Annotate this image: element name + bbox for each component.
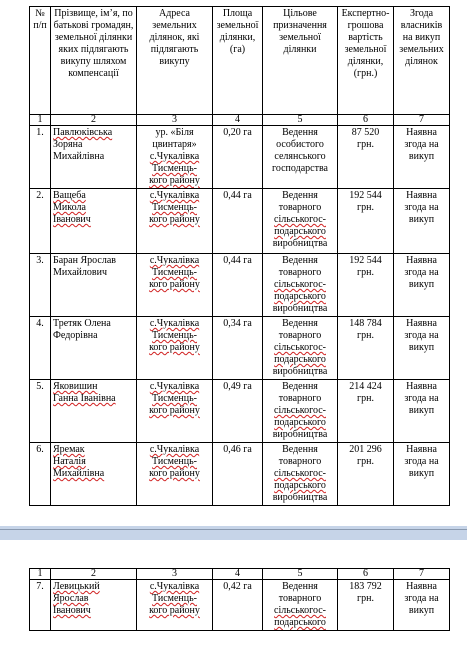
- land-address-line: ур. «Біля: [155, 127, 194, 138]
- column-number: 3: [137, 115, 213, 126]
- owner-consent-line: згода на: [404, 456, 439, 467]
- land-purpose-line: виробництва: [272, 303, 328, 314]
- land-value-line: 201 296: [349, 444, 382, 455]
- owner-consent-line: Наявна: [406, 444, 437, 455]
- header-address: Адреса земельних ділянок, які підлягають викупу: [137, 7, 213, 115]
- land-address-line: кого району: [149, 468, 200, 479]
- header-area: Площа земельної ділянки, (га): [213, 7, 263, 115]
- land-value-line: 192 544: [349, 255, 382, 266]
- land-purpose-line: Ведення: [282, 190, 318, 201]
- land-purpose: [263, 443, 338, 506]
- owner-consent-line: згода на: [404, 393, 439, 404]
- owner-consent: [394, 189, 450, 254]
- owner-name: [51, 126, 137, 189]
- land-area: 0,44 га: [213, 189, 263, 254]
- land-value: [338, 254, 394, 317]
- land-address: [137, 189, 213, 254]
- land-area: 0,42 га: [213, 580, 263, 631]
- column-number: 3: [137, 569, 213, 580]
- owner-consent-line: згода на: [404, 593, 439, 604]
- owner-name-line: Іванович: [53, 214, 91, 225]
- owner-name-line: Федорівна: [53, 330, 98, 341]
- column-number: 2: [51, 569, 137, 580]
- owner-consent: [394, 317, 450, 380]
- land-value-line: 148 784: [349, 318, 382, 329]
- owner-consent-line: згода на: [404, 202, 439, 213]
- land-purpose-line: подарського: [274, 617, 326, 628]
- land-address-line: с.Чукалівка: [149, 381, 200, 392]
- land-address: [137, 443, 213, 506]
- owner-consent: [394, 443, 450, 506]
- land-address-line: Тисменць-: [151, 456, 197, 467]
- row-number: 7.: [30, 580, 51, 631]
- land-value: [338, 443, 394, 506]
- land-address-line: цвинтаря»: [152, 139, 197, 150]
- land-table: [29, 6, 450, 506]
- column-number-row: [30, 569, 450, 580]
- land-value-line: грн.: [357, 593, 374, 604]
- land-purpose: [263, 317, 338, 380]
- land-address: [137, 380, 213, 443]
- column-number: 1: [30, 115, 51, 126]
- table-header-row: [30, 7, 450, 115]
- land-address-line: кого району: [149, 279, 200, 290]
- land-value-line: грн.: [357, 393, 374, 404]
- column-number: 4: [213, 569, 263, 580]
- column-number: 7: [394, 115, 450, 126]
- land-address-line: с.Чукалівка: [149, 255, 200, 266]
- land-purpose-line: сільськогос-: [274, 279, 326, 290]
- row-number: 4.: [30, 317, 51, 380]
- owner-name-line: Михайлович: [53, 267, 107, 278]
- owner-consent-line: викуп: [408, 151, 435, 162]
- owner-name: [51, 189, 137, 254]
- land-area: 0,34 га: [213, 317, 263, 380]
- owner-consent-line: згода на: [404, 330, 439, 341]
- row-number: 6.: [30, 443, 51, 506]
- table-row: [30, 317, 450, 380]
- owner-consent-line: викуп: [408, 342, 435, 353]
- land-purpose-line: подарського: [274, 480, 326, 491]
- owner-name: [51, 443, 137, 506]
- land-purpose-line: сільськогос-: [274, 405, 326, 416]
- land-address: [137, 317, 213, 380]
- page-divider: [0, 529, 467, 530]
- owner-consent-line: викуп: [408, 279, 435, 290]
- owner-consent-line: Наявна: [406, 318, 437, 329]
- land-area: 0,49 га: [213, 380, 263, 443]
- table-body: [30, 580, 450, 631]
- column-number: 6: [338, 569, 394, 580]
- land-address-line: Тисменць-: [151, 593, 197, 604]
- owner-name-line: Зоряна: [53, 139, 83, 150]
- column-number: 4: [213, 115, 263, 126]
- land-value: [338, 580, 394, 631]
- land-purpose-line: подарського: [274, 291, 326, 302]
- land-purpose-line: товарного: [278, 202, 322, 213]
- owner-name-line: Яремак: [53, 444, 85, 455]
- owner-name-line: Баран Ярослав: [53, 255, 116, 266]
- table-body: [30, 126, 450, 506]
- table-row: [30, 254, 450, 317]
- land-value-line: грн.: [357, 456, 374, 467]
- land-purpose-line: Ведення: [282, 127, 318, 138]
- owner-name-line: Ганна Іванівна: [53, 393, 116, 404]
- owner-name: [51, 580, 137, 631]
- land-address-line: Тисменць-: [151, 330, 197, 341]
- column-number: 7: [394, 569, 450, 580]
- owner-consent-line: Наявна: [406, 190, 437, 201]
- land-purpose-line: виробництва: [272, 238, 328, 249]
- owner-consent: [394, 380, 450, 443]
- land-value-line: 192 544: [349, 190, 382, 201]
- owner-consent-line: згода на: [404, 139, 439, 150]
- owner-consent-line: Наявна: [406, 381, 437, 392]
- owner-name-line: Яковишин: [53, 381, 98, 392]
- document-page-2: [0, 540, 467, 650]
- owner-consent-line: викуп: [408, 214, 435, 225]
- land-purpose-line: Ведення: [282, 255, 318, 266]
- header-value: Експертно-грошова вартість земельної ділянки, (грн.): [338, 7, 394, 115]
- land-address-line: с.Чукалівка: [149, 190, 200, 201]
- owner-name-line: Третяк Олена: [53, 318, 111, 329]
- land-value-line: грн.: [357, 330, 374, 341]
- owner-consent: [394, 126, 450, 189]
- owner-name-line: Наталія: [53, 456, 86, 467]
- land-address-line: кого району: [149, 405, 200, 416]
- land-value: [338, 126, 394, 189]
- row-number: 5.: [30, 380, 51, 443]
- column-number: 5: [263, 569, 338, 580]
- owner-name-line: Ващеба: [53, 190, 86, 201]
- land-value: [338, 380, 394, 443]
- land-address-line: кого району: [149, 214, 200, 225]
- land-address-line: Тисменць-: [151, 267, 197, 278]
- land-address-line: кого району: [149, 342, 200, 353]
- table-row: [30, 380, 450, 443]
- owner-consent-line: Наявна: [406, 127, 437, 138]
- row-number: 1.: [30, 126, 51, 189]
- land-area: 0,20 га: [213, 126, 263, 189]
- column-number: 6: [338, 115, 394, 126]
- owner-name-line: Левицький: [53, 581, 100, 592]
- land-purpose: [263, 380, 338, 443]
- land-purpose-line: виробництва: [272, 429, 328, 440]
- owner-name-line: Іванович: [53, 605, 91, 616]
- land-address-line: с.Чукалівка: [149, 151, 200, 162]
- land-area: 0,44 га: [213, 254, 263, 317]
- header-purpose: Цільове призначення земельної ділянки: [263, 7, 338, 115]
- owner-consent-line: Наявна: [406, 255, 437, 266]
- owner-name: [51, 317, 137, 380]
- land-purpose-line: подарського: [274, 354, 326, 365]
- owner-consent: [394, 580, 450, 631]
- owner-name-line: Ярослав: [53, 593, 89, 604]
- land-purpose: [263, 580, 338, 631]
- land-purpose-line: Ведення: [282, 581, 318, 592]
- owner-consent: [394, 254, 450, 317]
- land-value-line: 87 520: [351, 127, 380, 138]
- land-address-line: Тисменць-: [151, 202, 197, 213]
- owner-consent-line: викуп: [408, 468, 435, 479]
- owner-name-line: Микола: [53, 202, 86, 213]
- land-purpose-line: подарського: [274, 417, 326, 428]
- land-value-line: 183 792: [349, 581, 382, 592]
- row-number: 2.: [30, 189, 51, 254]
- land-purpose-line: товарного: [278, 456, 322, 467]
- owner-name: [51, 254, 137, 317]
- land-address-line: с.Чукалівка: [149, 444, 200, 455]
- owner-consent-line: викуп: [408, 605, 435, 616]
- land-purpose-line: Ведення: [282, 444, 318, 455]
- header-number: № п/п: [30, 7, 51, 115]
- owner-name-line: Михайлівна: [53, 151, 105, 162]
- land-purpose-line: сільськогос-: [274, 342, 326, 353]
- owner-name: [51, 380, 137, 443]
- land-purpose: [263, 189, 338, 254]
- land-address-line: Тисменць-: [151, 393, 197, 404]
- land-value-line: грн.: [357, 267, 374, 278]
- table-row: [30, 126, 450, 189]
- column-number: 5: [263, 115, 338, 126]
- land-purpose-line: товарного: [278, 267, 322, 278]
- column-number: 1: [30, 569, 51, 580]
- column-number: 2: [51, 115, 137, 126]
- table-row: [30, 580, 450, 631]
- land-address: [137, 126, 213, 189]
- land-purpose-line: Ведення: [282, 381, 318, 392]
- land-value: [338, 317, 394, 380]
- land-value-line: 214 424: [349, 381, 382, 392]
- land-table-continued: [29, 568, 450, 631]
- land-address-line: кого району: [149, 605, 200, 616]
- land-address-line: Тисменць-: [151, 163, 197, 174]
- land-address-line: с.Чукалівка: [149, 581, 200, 592]
- land-purpose-line: виробництва: [272, 366, 328, 377]
- land-purpose-line: подарського: [274, 226, 326, 237]
- owner-name-line: Павлюківська: [53, 127, 113, 138]
- land-purpose-line: Ведення: [282, 318, 318, 329]
- land-purpose-line: сільськогос-: [274, 214, 326, 225]
- owner-consent-line: викуп: [408, 405, 435, 416]
- table-row: [30, 189, 450, 254]
- land-purpose-line: особистого: [276, 139, 324, 150]
- land-area: 0,46 га: [213, 443, 263, 506]
- land-purpose-line: сільськогос-: [274, 468, 326, 479]
- header-name: Прізвище, ім’я, по батькові громадян, земельної ділянки яких підлягають викупу шляхом компенсації: [51, 7, 137, 115]
- land-purpose-line: селянського: [274, 151, 326, 162]
- owner-name-line: Михайлівна: [53, 468, 105, 479]
- land-value-line: грн.: [357, 139, 374, 150]
- table-row: [30, 443, 450, 506]
- land-purpose-line: товарного: [278, 593, 322, 604]
- land-purpose-line: виробництва: [272, 492, 328, 503]
- land-purpose: [263, 126, 338, 189]
- land-purpose-line: товарного: [278, 330, 322, 341]
- owner-consent-line: згода на: [404, 267, 439, 278]
- land-purpose-line: сільськогос-: [274, 605, 326, 616]
- land-value-line: грн.: [357, 202, 374, 213]
- header-consent: Згода власників на викуп земельних ділянок: [394, 7, 450, 115]
- owner-consent-line: Наявна: [406, 581, 437, 592]
- column-number-row: [30, 115, 450, 126]
- land-address: [137, 580, 213, 631]
- land-address: [137, 254, 213, 317]
- land-value: [338, 189, 394, 254]
- land-purpose-line: товарного: [278, 393, 322, 404]
- land-purpose-line: господарства: [272, 163, 328, 174]
- row-number: 3.: [30, 254, 51, 317]
- land-address-line: с.Чукалівка: [149, 318, 200, 329]
- land-purpose: [263, 254, 338, 317]
- land-address-line: кого району: [149, 175, 200, 186]
